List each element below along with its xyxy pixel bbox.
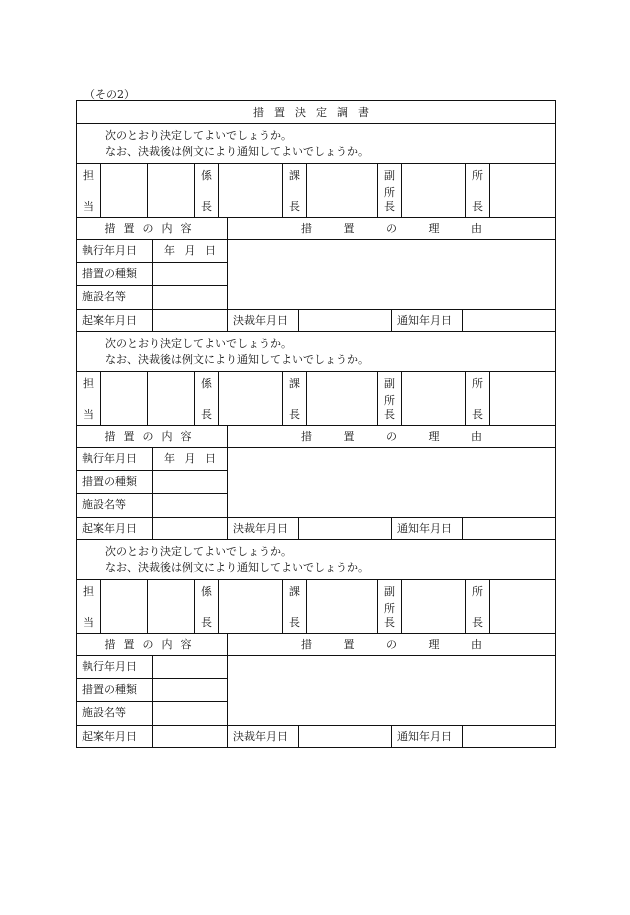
stamp-box-ka[interactable] (307, 580, 378, 633)
approval-stamps (76, 164, 556, 218)
draft-date-label: 起案年月日 (77, 518, 153, 539)
intro-line-1: 次のとおり決定してよいでしょうか。 (105, 129, 292, 142)
decision-section (76, 540, 556, 748)
content-reason-header (76, 426, 556, 448)
stamp-label-char: 長 (472, 200, 483, 213)
stamp-label-char: 所 (384, 394, 395, 407)
form-title: 措置決定調書 (76, 100, 556, 124)
notice-date-value[interactable] (463, 726, 555, 747)
content-header: 措置の内容 (77, 426, 228, 447)
measure-type-value[interactable] (153, 263, 227, 285)
detail-fields (77, 448, 228, 517)
stamp-label-char: 長 (384, 408, 395, 421)
stamp-label-char: 長 (384, 616, 395, 629)
measure-type-row (77, 471, 227, 494)
reason-field[interactable] (228, 448, 555, 517)
stamp-box-fuku[interactable] (402, 372, 466, 425)
measure-type-value[interactable] (153, 471, 227, 493)
detail-fields (77, 656, 228, 725)
stamp-label-sho (466, 164, 490, 217)
exec-date-value[interactable]: 年 月 日 (164, 244, 219, 257)
measure-type-label: 措置の種類 (77, 263, 153, 285)
content-header: 措置の内容 (77, 634, 228, 655)
sections-container (76, 124, 556, 748)
exec-date-row (77, 240, 227, 263)
facility-row (77, 702, 227, 726)
facility-row (77, 286, 227, 310)
draft-date-label: 起案年月日 (77, 310, 153, 331)
decision-date-label: 決裁年月日 (228, 518, 299, 539)
stamp-label-char: 長 (201, 616, 212, 629)
stamp-label-char: 副 (384, 377, 395, 390)
intro-line-1: 次のとおり決定してよいでしょうか。 (105, 337, 292, 350)
stamp-label-char: 所 (472, 585, 483, 598)
stamp-box-tanto-2[interactable] (148, 164, 195, 217)
decision-form (76, 100, 556, 748)
stamp-label-char: 所 (472, 169, 483, 182)
decision-section (76, 124, 556, 332)
approval-stamps (76, 372, 556, 426)
stamp-label-char: 所 (472, 377, 483, 390)
intro-line-2: なお、決裁後は例文により通知してよいでしょうか。 (105, 353, 369, 366)
reason-field[interactable] (228, 656, 555, 725)
stamp-box-kakari[interactable] (219, 372, 283, 425)
stamp-label-ka (283, 164, 307, 217)
stamp-label-tanto (77, 164, 101, 217)
dates-row (76, 518, 556, 540)
stamp-label-ka (283, 580, 307, 633)
stamp-label-char: 当 (83, 200, 94, 213)
decision-date-value[interactable] (299, 310, 392, 331)
reason-header: 措 置 の 理 由 (301, 222, 482, 235)
decision-date-value[interactable] (299, 726, 392, 747)
facility-value[interactable] (153, 494, 227, 518)
stamp-box-sho[interactable] (490, 580, 555, 633)
stamp-label-char: 担 (83, 169, 94, 182)
intro-line-1: 次のとおり決定してよいでしょうか。 (105, 545, 292, 558)
facility-label: 施設名等 (77, 702, 153, 726)
reason-field[interactable] (228, 240, 555, 309)
stamp-label-char: 長 (201, 200, 212, 213)
stamp-box-tanto-2[interactable] (148, 372, 195, 425)
measure-type-label: 措置の種類 (77, 471, 153, 493)
stamp-label-fuku (378, 372, 402, 425)
facility-value[interactable] (153, 702, 227, 726)
stamp-box-tanto-1[interactable] (101, 372, 148, 425)
stamp-label-tanto (77, 580, 101, 633)
notice-date-label: 通知年月日 (392, 310, 463, 331)
stamp-label-sho (466, 372, 490, 425)
content-header: 措置の内容 (77, 218, 228, 239)
draft-date-value[interactable] (153, 310, 228, 331)
notice-date-label: 通知年月日 (392, 726, 463, 747)
stamp-label-char: 担 (83, 377, 94, 390)
exec-date-row (77, 448, 227, 471)
stamp-box-tanto-1[interactable] (101, 164, 148, 217)
dates-row (76, 310, 556, 332)
stamp-box-tanto-2[interactable] (148, 580, 195, 633)
stamp-label-char: 課 (289, 585, 300, 598)
intro-text (76, 124, 556, 164)
facility-label: 施設名等 (77, 494, 153, 518)
facility-label: 施設名等 (77, 286, 153, 310)
stamp-label-char: 副 (384, 585, 395, 598)
decision-date-value[interactable] (299, 518, 392, 539)
stamp-label-char: 係 (201, 169, 212, 182)
notice-date-value[interactable] (463, 310, 555, 331)
intro-line-2: なお、決裁後は例文により通知してよいでしょうか。 (105, 145, 369, 158)
stamp-box-fuku[interactable] (402, 580, 466, 633)
stamp-box-sho[interactable] (490, 164, 555, 217)
measure-type-label: 措置の種類 (77, 679, 153, 701)
content-reason-header (76, 218, 556, 240)
stamp-label-char: 係 (201, 585, 212, 598)
stamp-box-kakari[interactable] (219, 580, 283, 633)
intro-text (76, 332, 556, 372)
measure-type-value[interactable] (153, 679, 227, 701)
stamp-label-kakari (195, 164, 219, 217)
stamp-label-char: 長 (384, 200, 395, 213)
stamp-label-kakari (195, 372, 219, 425)
content-reason-header (76, 634, 556, 656)
stamp-label-char: 副 (384, 169, 395, 182)
stamp-label-fuku (378, 164, 402, 217)
approval-stamps (76, 580, 556, 634)
draft-date-value[interactable] (153, 518, 228, 539)
exec-date-row (77, 656, 227, 679)
facility-row (77, 494, 227, 518)
page-note: （その2） (84, 88, 135, 101)
stamp-label-char: 長 (289, 200, 300, 213)
detail-block (76, 656, 556, 726)
draft-date-value[interactable] (153, 726, 228, 747)
stamp-label-sho (466, 580, 490, 633)
stamp-label-char: 担 (83, 585, 94, 598)
stamp-label-char: 所 (384, 602, 395, 615)
measure-type-row (77, 263, 227, 286)
stamp-label-char: 長 (472, 616, 483, 629)
exec-date-value[interactable]: 年 月 日 (164, 452, 219, 465)
notice-date-label: 通知年月日 (392, 518, 463, 539)
decision-date-label: 決裁年月日 (228, 726, 299, 747)
detail-block (76, 448, 556, 518)
intro-text (76, 540, 556, 580)
stamp-label-char: 長 (201, 408, 212, 421)
stamp-label-kakari (195, 580, 219, 633)
stamp-label-char: 長 (472, 408, 483, 421)
exec-date-label: 執行年月日 (77, 240, 153, 262)
decision-section (76, 332, 556, 540)
decision-date-label: 決裁年月日 (228, 310, 299, 331)
stamp-box-sho[interactable] (490, 372, 555, 425)
stamp-label-char: 当 (83, 408, 94, 421)
stamp-box-ka[interactable] (307, 164, 378, 217)
stamp-label-char: 長 (289, 408, 300, 421)
notice-date-value[interactable] (463, 518, 555, 539)
stamp-label-tanto (77, 372, 101, 425)
draft-date-label: 起案年月日 (77, 726, 153, 747)
exec-date-label: 執行年月日 (77, 448, 153, 470)
intro-line-2: なお、決裁後は例文により通知してよいでしょうか。 (105, 561, 369, 574)
stamp-label-char: 所 (384, 186, 395, 199)
stamp-label-char: 当 (83, 616, 94, 629)
detail-block (76, 240, 556, 310)
facility-value[interactable] (153, 286, 227, 310)
stamp-label-char: 課 (289, 377, 300, 390)
stamp-label-char: 係 (201, 377, 212, 390)
detail-fields (77, 240, 228, 309)
stamp-label-ka (283, 372, 307, 425)
stamp-box-fuku[interactable] (402, 164, 466, 217)
stamp-label-char: 長 (289, 616, 300, 629)
exec-date-label: 執行年月日 (77, 656, 153, 678)
exec-date-value[interactable] (153, 656, 227, 678)
stamp-label-char: 課 (289, 169, 300, 182)
stamp-box-ka[interactable] (307, 372, 378, 425)
stamp-label-fuku (378, 580, 402, 633)
reason-header: 措 置 の 理 由 (301, 638, 482, 651)
stamp-box-kakari[interactable] (219, 164, 283, 217)
dates-row (76, 726, 556, 748)
stamp-box-tanto-1[interactable] (101, 580, 148, 633)
measure-type-row (77, 679, 227, 702)
reason-header: 措 置 の 理 由 (301, 430, 482, 443)
